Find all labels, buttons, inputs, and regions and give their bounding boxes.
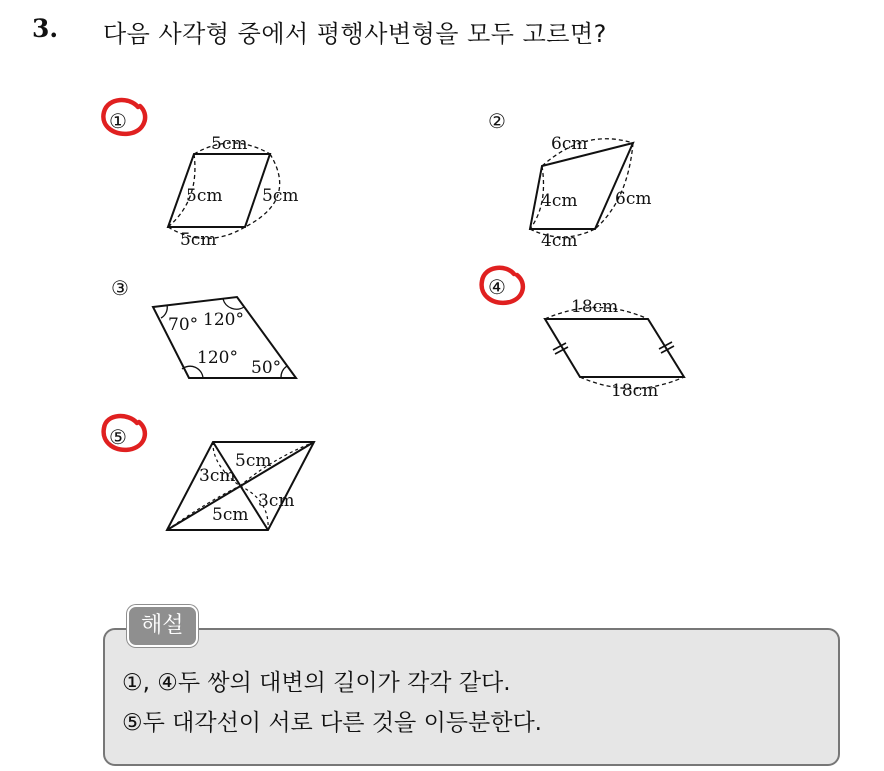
fig1-label-left: 5cm <box>186 186 223 206</box>
figure-4 <box>545 308 684 389</box>
explanation-line-2: ⑤두 대각선이 서로 다른 것을 이등분한다. <box>122 710 542 736</box>
option-marker-1: ① <box>109 109 127 133</box>
explanation-line-1: ①, ④두 쌍의 대변의 길이가 각각 같다. <box>122 670 511 696</box>
fig3-angle-bottomleft: 120° <box>197 348 238 368</box>
fig5-label-left: 3cm <box>199 466 236 486</box>
fig3-angle-bottomright: 50° <box>251 358 282 378</box>
fig5-label-upper: 5cm <box>235 451 272 471</box>
fig4-label-bottom: 18cm <box>611 381 659 401</box>
option-marker-5: ⑤ <box>109 425 127 449</box>
question-number: 3. <box>32 14 59 43</box>
option-marker-3: ③ <box>111 276 129 300</box>
explanation-box <box>103 628 840 766</box>
fig5-label-lower: 5cm <box>212 505 249 525</box>
fig3-angle-topright: 120° <box>203 310 244 330</box>
option-marker-2: ② <box>488 109 506 133</box>
fig2-label-left: 4cm <box>541 191 578 211</box>
fig3-angle-topleft: 70° <box>168 315 199 335</box>
fig4-label-top: 18cm <box>571 297 619 317</box>
fig2-label-top: 6cm <box>551 134 588 154</box>
fig1-label-bottom: 5cm <box>180 230 217 250</box>
fig2-label-right: 6cm <box>615 189 652 209</box>
fig1-label-right: 5cm <box>262 186 299 206</box>
fig2-label-bottom: 4cm <box>541 231 578 251</box>
option-marker-4: ④ <box>488 275 506 299</box>
fig5-label-right: 3cm <box>258 491 295 511</box>
fig1-label-top: 5cm <box>211 134 248 154</box>
question-text: 다음 사각형 중에서 평행사변형을 모두 고르면? <box>103 20 607 48</box>
explanation-tag: 해설 <box>127 605 198 647</box>
